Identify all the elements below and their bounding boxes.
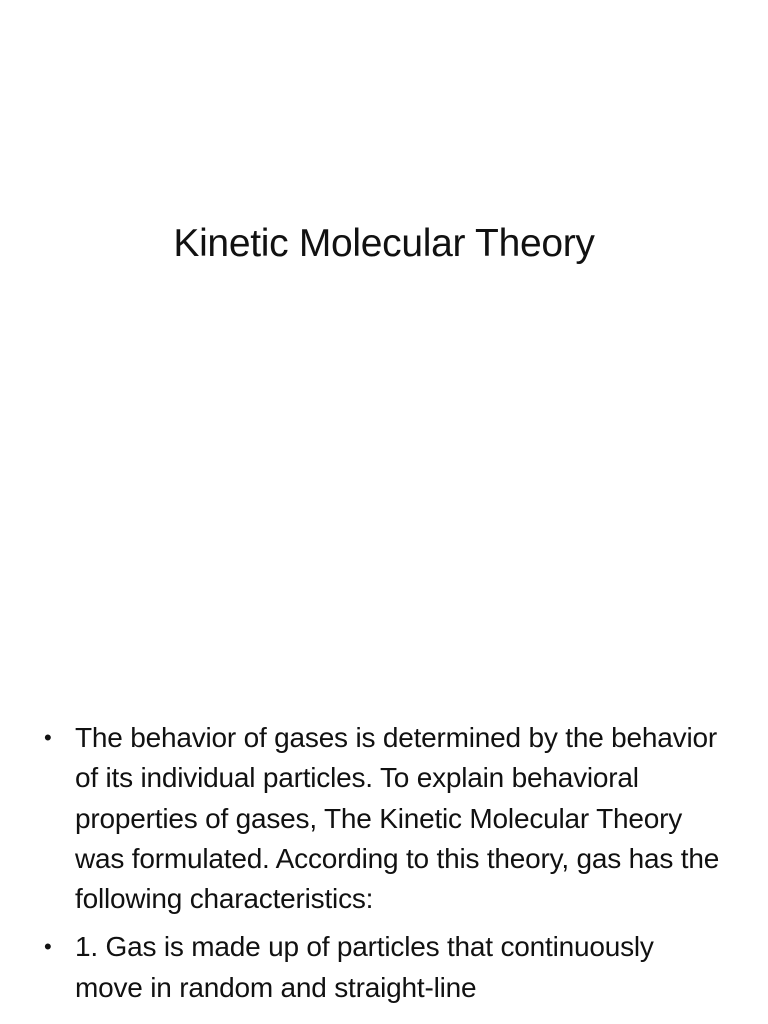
bullet-text: The behavior of gases is determined by the behavior of its individual particles. To explain behavioral properties of gases, The Kinetic Molecular Theory was formulated. According to this theory, gas has the following characteristics:: [75, 722, 720, 915]
slide-title: Kinetic Molecular Theory: [173, 222, 595, 265]
bullet-item: [44, 927, 724, 1008]
bullet-marker: •: [44, 934, 52, 960]
bullet-marker: •: [44, 725, 52, 750]
bullet-item: [44, 718, 724, 919]
bullet-list: [44, 718, 724, 1016]
bullet-text: 1. Gas is made up of particles that continuously move in random and straight-line: [75, 931, 654, 1003]
